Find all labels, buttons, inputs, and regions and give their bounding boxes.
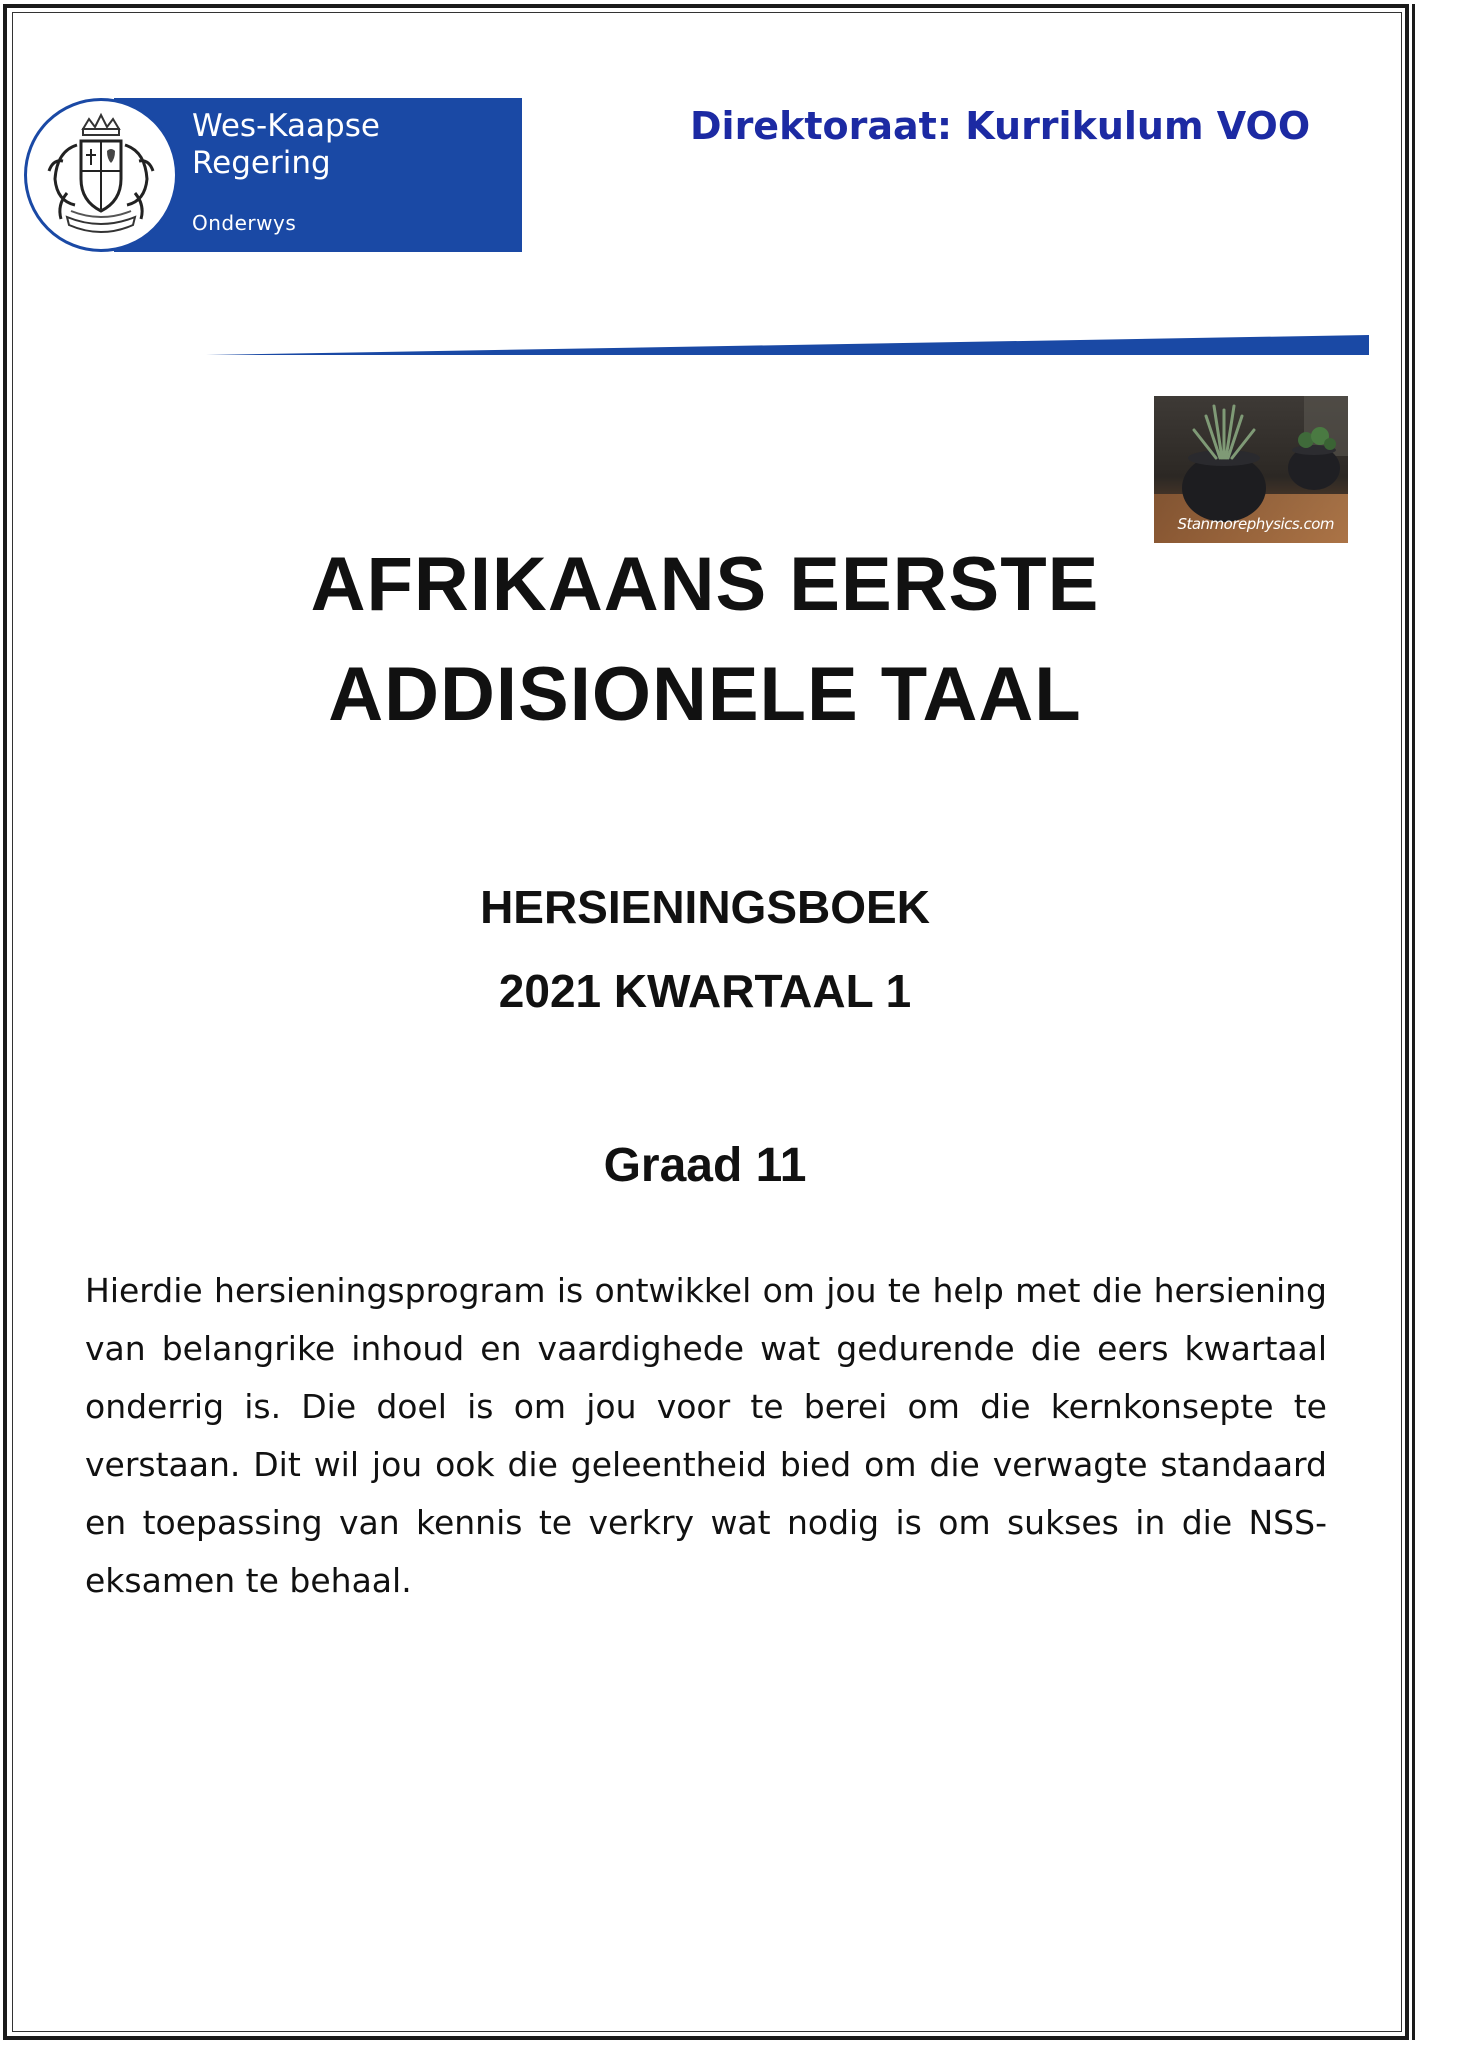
subtitle-line1: HERSIENINGSBOEK (480, 881, 930, 933)
plant-pots-photo (1154, 396, 1348, 543)
directorate-heading: Direktoraat: Kurrikulum VOO (690, 104, 1311, 148)
grade-heading: Graad 11 (603, 1139, 807, 1192)
document-subtitle (300, 865, 1110, 1033)
document-title (180, 530, 1230, 750)
header-divider (206, 333, 1369, 357)
subtitle-line2: 2021 KWARTAAL 1 (498, 965, 912, 1017)
page-right-rule (1412, 4, 1415, 2040)
logo-text-line1: Wes-Kaapse (192, 108, 380, 144)
government-logo (24, 98, 522, 252)
logo-department: Onderwys (192, 211, 297, 235)
title-line1: AFRIKAANS EERSTE (310, 542, 1100, 627)
intro-paragraph: Hierdie hersieningsprogram is ontwikkel om jou te help met die hersiening van belangrike inhoud en vaardighede wat gedurende die eers kwartaal onderrig is. Die doel is om jou voor te berei om die kernkonsepte te verstaan. Dit wil jou ook die geleentheid bied om die verwagte standaard en toepassing van kennis te verkry wat nodig is om sukses in die NSS-eksamen te behaal. (85, 1271, 1327, 1600)
title-line2: ADDISIONELE TAAL (328, 652, 1082, 737)
coat-of-arms-icon (24, 98, 178, 252)
logo-text-line2: Regering (192, 145, 331, 181)
photo-watermark: Stanmorephysics.com (1177, 515, 1334, 533)
